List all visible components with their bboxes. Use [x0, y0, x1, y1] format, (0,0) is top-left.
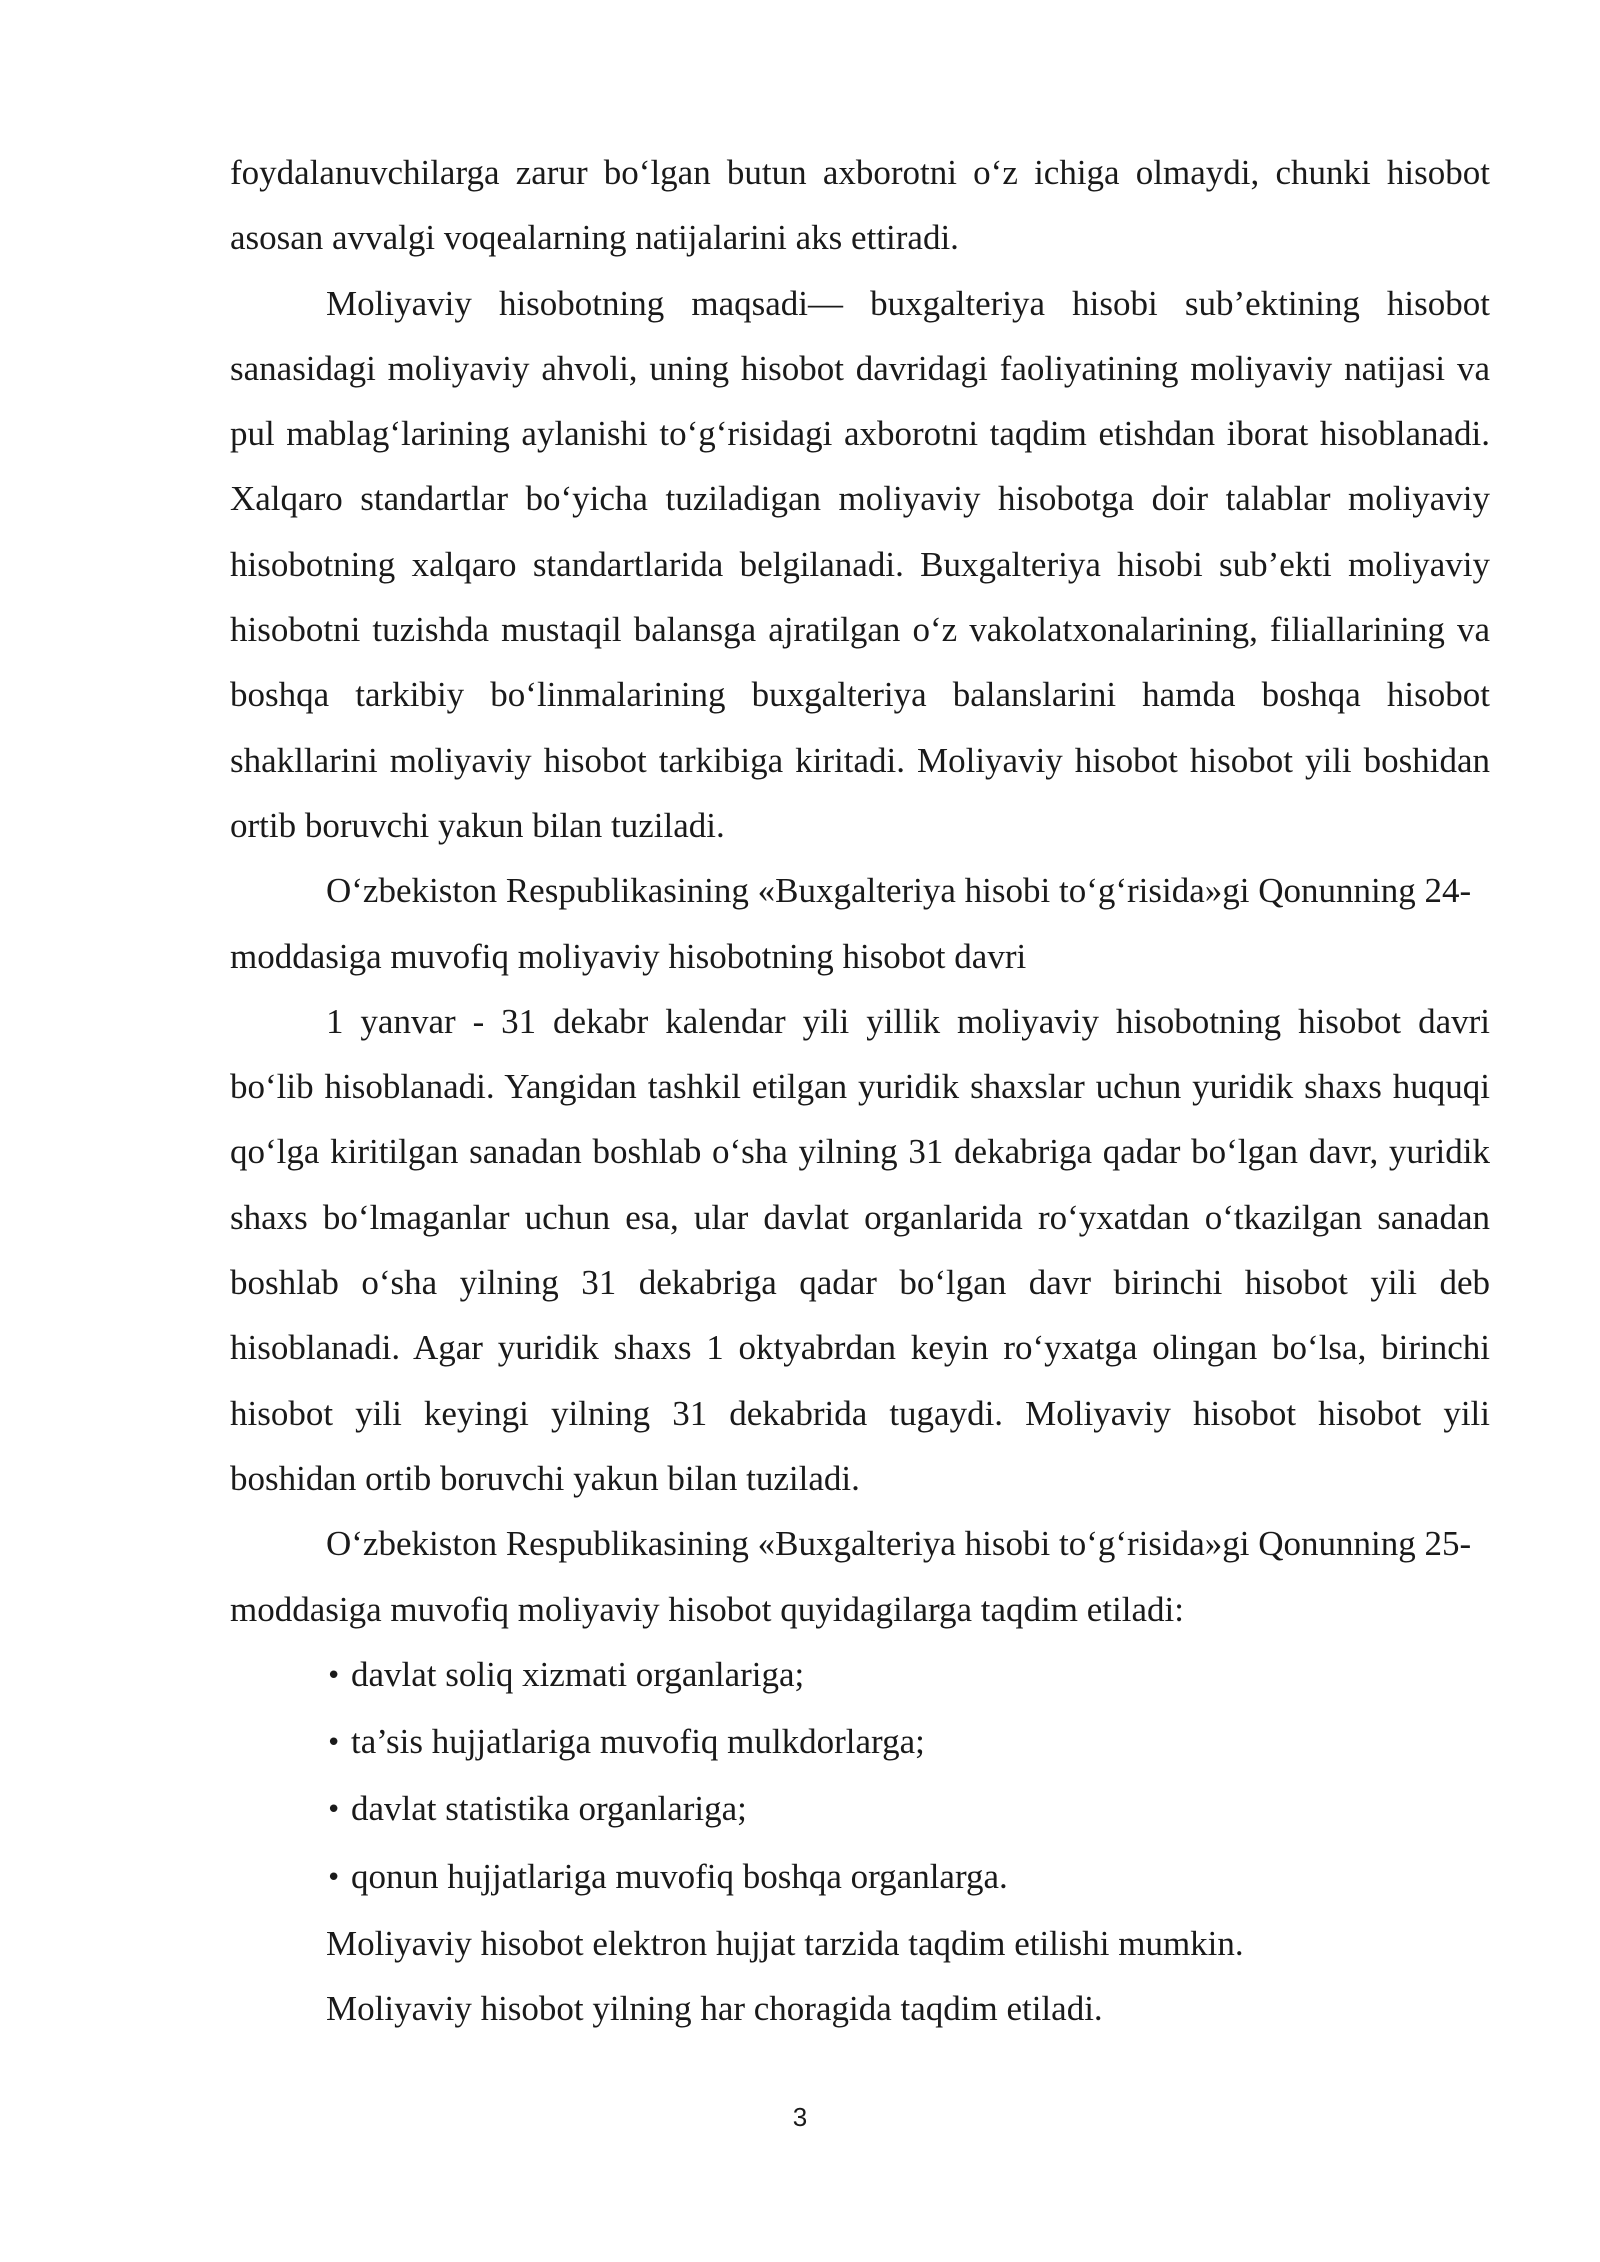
list-item-text: qonun hujjatlariga muvofiq boshqa organlarga.: [351, 1856, 1008, 1896]
paragraph-law-article-24: O‘zbekiston Respublikasining «Buxgalteriya hisobi to‘g‘risida»gi Qonunning 24- moddasiga muvofiq moliyaviy hisobotning hisobot davri: [230, 871, 1472, 976]
list-item: [326, 1844, 1490, 1911]
paragraph-continuation: foydalanuvchilarga zarur bo‘lgan butun axborotni o‘z ichiga olmaydi, chunki hisobot asosan avvalgi voqealarning natijalarini aks ettiradi.: [230, 153, 1490, 258]
list-item-text: davlat soliq xizmati organlariga;: [351, 1654, 805, 1694]
body-text: [230, 140, 1490, 2042]
list-item: [326, 1642, 1490, 1709]
list-item-text: ta’sis hujjatlariga muvofiq mulkdorlarga;: [351, 1722, 925, 1762]
bullet-icon: •: [326, 1728, 342, 1759]
bullet-icon: •: [326, 1660, 342, 1691]
page-number: 3: [792, 2102, 808, 2132]
recipients-list: [230, 1642, 1490, 1911]
list-item-text: davlat statistika organlariga;: [351, 1789, 747, 1829]
bullet-icon: •: [326, 1795, 342, 1826]
closing-line-quarterly: Moliyaviy hisobot yilning har choragida taqdim etiladi.: [326, 1989, 1103, 2029]
closing-line-electronic: Moliyaviy hisobot elektron hujjat tarzida taqdim etilishi mumkin.: [326, 1924, 1244, 1964]
paragraph-reporting-period: 1 yanvar - 31 dekabr kalendar yili yillik moliyaviy hisobotning hisobot davri bo‘lib hisoblanadi. Yangidan tashkil etilgan yuridik shaxslar uchun yuridik shaxs huquqi qo‘lga kiritilgan sanadan boshlab o‘sha yilning 31 dekabriga qadar bo‘lgan davr, yuridik shaxs bo‘lmaganlar uchun esa, ular davlat organlarida ro‘yxatdan o‘tkazilgan sanadan boshlab o‘sha yilning 31 dekabriga qadar bo‘lgan davr birinchi hisobot yili deb hisoblanadi. Agar yuridik shaxs 1 oktyabrdan keyin ro‘yxatga olingan bo‘lsa, birinchi hisobot yili keyingi yilning 31 dekabrida tugaydi. Moliyaviy hisobot hisobot yili boshidan ortib boruvchi yakun bilan tuziladi.: [230, 1001, 1490, 1498]
paragraph-law-article-25: O‘zbekiston Respublikasining «Buxgalteriya hisobi to‘g‘risida»gi Qonunning 25- moddasiga muvofiq moliyaviy hisobot quyidagilarga taqdim etiladi:: [230, 1524, 1472, 1629]
paragraph-report-purpose: Moliyaviy hisobotning maqsadi— buxgalteriya hisobi sub’ektining hisobot sanasidagi moliyaviy ahvoli, uning hisobot davridagi faoliyatining moliyaviy natijasi va pul mablag‘larining aylanishi to‘g‘risidagi axborotni taqdim etishdan iborat hisoblanadi. Xalqaro standartlar bo‘yicha tuziladigan moliyaviy hisobotga doir talablar moliyaviy hisobotning xalqaro standartlarida belgilanadi. Buxgalteriya hisobi sub’ekti moliyaviy hisobotni tuzishda mustaqil balansga ajratilgan o‘z vakolatxonalarining, filiallarining va boshqa tarkibiy bo‘linmalarining buxgalteriya balanslarini hamda boshqa hisobot shakllarini moliyaviy hisobot tarkibiga kiritadi. Moliyaviy hisobot hisobot yili boshidan ortib boruvchi yakun bilan tuziladi.: [230, 283, 1490, 845]
list-item: [326, 1709, 1490, 1776]
list-item: [326, 1776, 1490, 1843]
bullet-icon: •: [326, 1862, 342, 1893]
